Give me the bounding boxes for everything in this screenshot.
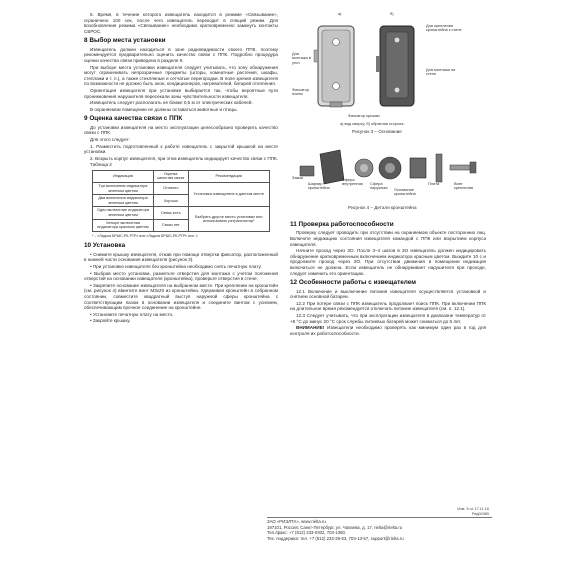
outer-sphere-label: Сфера наружная (370, 181, 388, 191)
company-phone: Тел./факс: +7 (812) 233-0302, 703-1360. (267, 530, 347, 536)
board-latch-label: Фиксатор платы (292, 87, 309, 97)
hinge-label: Шарнир кронштейна (308, 181, 330, 191)
paragraph: Ориентация извещателя при установке выбирается так, чтобы вероятные пути проникновения нарушителя пересекали зоны чувствительности извещателя. (84, 87, 278, 99)
paragraph: Начните проход через ЗО. После 3–4 шагов в ЗО извещатель должен индицировать обнаружение кратковременным включением индикатора красным цветом. Выждите 10 с и продолжите проход через ЗО. При отсутствии движения в помещении индикация включаться не должна. Если извещатель не обнаруживает нарушителя при проходе, следует изменить его ориентацию. (290, 248, 486, 276)
paragraph: 1. Разместить подготовленный к работе извещатель с закрытой крышкой на месте установки. (84, 143, 278, 155)
screw-label: Винт крепления (454, 181, 473, 191)
paragraph: Извещатель должен находиться в зоне радиовидимости своего ППК, поэтому рекомендуется предварительно оценить качество связи с ППК. Подробно процедура оценки качества связи приведена в разделе 9. (84, 46, 278, 63)
footer-divider (267, 517, 492, 518)
mount-corner-label: Для монтажа в угол (292, 51, 311, 65)
paragraph: • Закрепите основание извещателя на выбранном месте. При креплении на кронштейн (см. рисунок 4) ввинтите винт М3х20 из кронштейна. Удерживая кронштейн в собранном состоянии, совместите квадратный выступ наружной сферы кронштейна с соответствующим пазом в основании извещателя и соедините винтом с усилием, обеспечивающим прочное соединение на кронштейне. (84, 282, 278, 311)
base-top-view-drawing (312, 20, 362, 112)
paragraph: Проверку следует проводить при отсутствии на охраняемом объекте посторонних лиц. Включите индикацию состояния извещателя командой с ППК или вскрытием корпуса извещателя. (290, 230, 486, 247)
paragraph: 12.3 Следует учитывать, что при эксплуатации извещателя в диапазоне температур от +5 °С до минус 20 °С срок службы литиевых батарей может снижаться до 5 лет. (290, 312, 486, 324)
figure-3-subcaption: а) вид сверху; б) обратная сторона. (340, 121, 405, 126)
table-cell: Выбрать другое место установки или использовать ретранслятор* (188, 207, 269, 231)
support-contacts: Тех. поддержка: тел. +7 (812) 233-29-53, 703-13-57, support@rielta.ru (267, 535, 404, 541)
attention-paragraph (290, 325, 486, 336)
paragraph: При выборе места установки извещателя следует учитывать, что зону обнаружения могут ограничивать непрозрачные предметы (шторы, комнатные растения, шкафы, стеллажи и т. п.), а также стеклянные и сетчатые перегородки. В поле зрения извещателя по возможности не должно быть окон, кондиционеров, нагревателей, батарей отопления. (84, 64, 278, 87)
paragraph: 12.2 При потере связи с ППК извещатель продолжает поиск ППК. При включении ППК на длительное время рекомендуется отключать питание извещателя (см. п. 12.1). (290, 300, 486, 312)
paragraph: • Закройте крышку. (90, 318, 131, 324)
figure-label-b: б) (390, 11, 394, 16)
paragraph: • При установке извещателя без кронштейна необходимо снять печатную плату. (90, 264, 262, 269)
bracket-base-label: Основание кронштейна (394, 187, 416, 197)
column-header: Индикация (93, 170, 154, 182)
figures-area (290, 10, 486, 215)
table-cell: Одно включение индикатора зеленым цветом (93, 207, 154, 219)
lock-label: Замок (292, 175, 304, 180)
cover-latch-label: Фиксатор крышки (348, 113, 380, 118)
revision-line: Изм. 5 от 17.11.16 (457, 507, 489, 511)
bracket-mount-label: Для крепления кронштейна к стене (426, 23, 462, 33)
paragraph: 5. Время, в течение которого извещатель находится в режиме «Связывание», ограничено 100 сек, после чего извещатель переходит в спящий режим. Для возобновления режима «Связывание» необходимо кратковременно замкнуть контакты СБРОС. (84, 12, 278, 34)
table-cell: Хорошо (153, 195, 188, 207)
table-cell: Связи нет (153, 219, 188, 231)
table-cell: Отлично (153, 183, 188, 195)
table-row (93, 183, 270, 195)
table-cell: Три включения индикатора зеленым цветом (93, 183, 154, 195)
paragraph: • Выбрав место установки, разметьте отверстия для монтажа с учетом положения отверстий на основании извещателя (кронштейна), проверьте отверстия в стене; (84, 270, 278, 282)
section-heading-12: 12 Особенности работы с извещателем (290, 279, 416, 287)
paragraph: Извещатель следует располагать не ближе 0,5 м от электрических кабелей. (90, 100, 253, 106)
paragraph: • Установите печатную плату на место. (90, 311, 174, 317)
plate-label: Плита (428, 181, 440, 186)
figure-label-a: а) (338, 11, 342, 16)
attention-label: ВНИМАНИЕ! (296, 325, 325, 331)
figure-4-caption: Рисунок 4 – Детали кронштейна (348, 205, 417, 210)
revision-code: Ред00389 (471, 511, 489, 516)
column-header: Оценка качества связи (153, 170, 188, 182)
paragraph: Для этого следует: (90, 136, 130, 142)
right-column (290, 218, 486, 337)
table-cell: Связь есть (153, 207, 188, 219)
attention-text: Извещатели необходимо проверять как минимум один раз в год для контроля их работоспособности. (290, 325, 486, 336)
paragraph: 12.1 Включение и выключение питания извещателя осуществляется установкой и снятием основной батареи. (290, 288, 486, 300)
wall-mount-label: Для монтажа на стене (426, 67, 456, 77)
company-name: ЗАО «РИЭЛТА», www.rielta.ru (267, 519, 326, 524)
paragraph: В охраняемом помещении не должны оставаться животные и птицы. (90, 106, 238, 112)
table-cell: Два включения индикатора зеленым цветом (93, 195, 154, 207)
paragraph: До установки извещателя на место эксплуатации целесообразно проверить качество связи с ППК. (84, 124, 278, 136)
figure-3-caption: Рисунок 3 – Основание (352, 129, 402, 134)
section-heading-9: 9 Оценка качества связи с ППК (84, 115, 183, 123)
signal-quality-table (92, 170, 270, 232)
footer (267, 519, 497, 541)
table-header-row (93, 170, 270, 182)
table-row (93, 207, 270, 219)
paragraph: • Снимите крышку извещателя, отжав при помощи отвертки фиксатор, расположенный в нижней части основания извещателя (рисунок 3). (84, 251, 278, 263)
inner-sphere-label: Сфера внутренняя (342, 177, 363, 187)
revision-info (444, 507, 489, 516)
table-cell: Четыре включения индикатора красным цветом (93, 219, 154, 231)
table-caption: Таблица 2 (90, 162, 112, 168)
company-address: 197101, Россия, Санкт-Петербург, ул. Чапаева, д. 17, rielta@rielta.ru (267, 524, 403, 530)
section-heading-10: 10 Установка (84, 242, 126, 250)
table-cell: Установка извещателя в данном месте (188, 183, 269, 207)
column-header: Рекомендации (188, 170, 269, 182)
base-back-view-drawing (374, 20, 422, 112)
section-heading-11: 11 Проверка работоспособности (290, 221, 394, 228)
paragraph: 2. Вскрыть корпус извещателя, при этом извещатель индицирует качество связи с ППК. (90, 155, 278, 161)
table-footnote: * – «Ладога БРШС-РК-РТР» или «Ладога БРШС-РК-РТР» исп. 1 (92, 233, 198, 238)
section-heading-8: 8 Выбор места установки (84, 37, 166, 45)
left-column (84, 12, 278, 325)
